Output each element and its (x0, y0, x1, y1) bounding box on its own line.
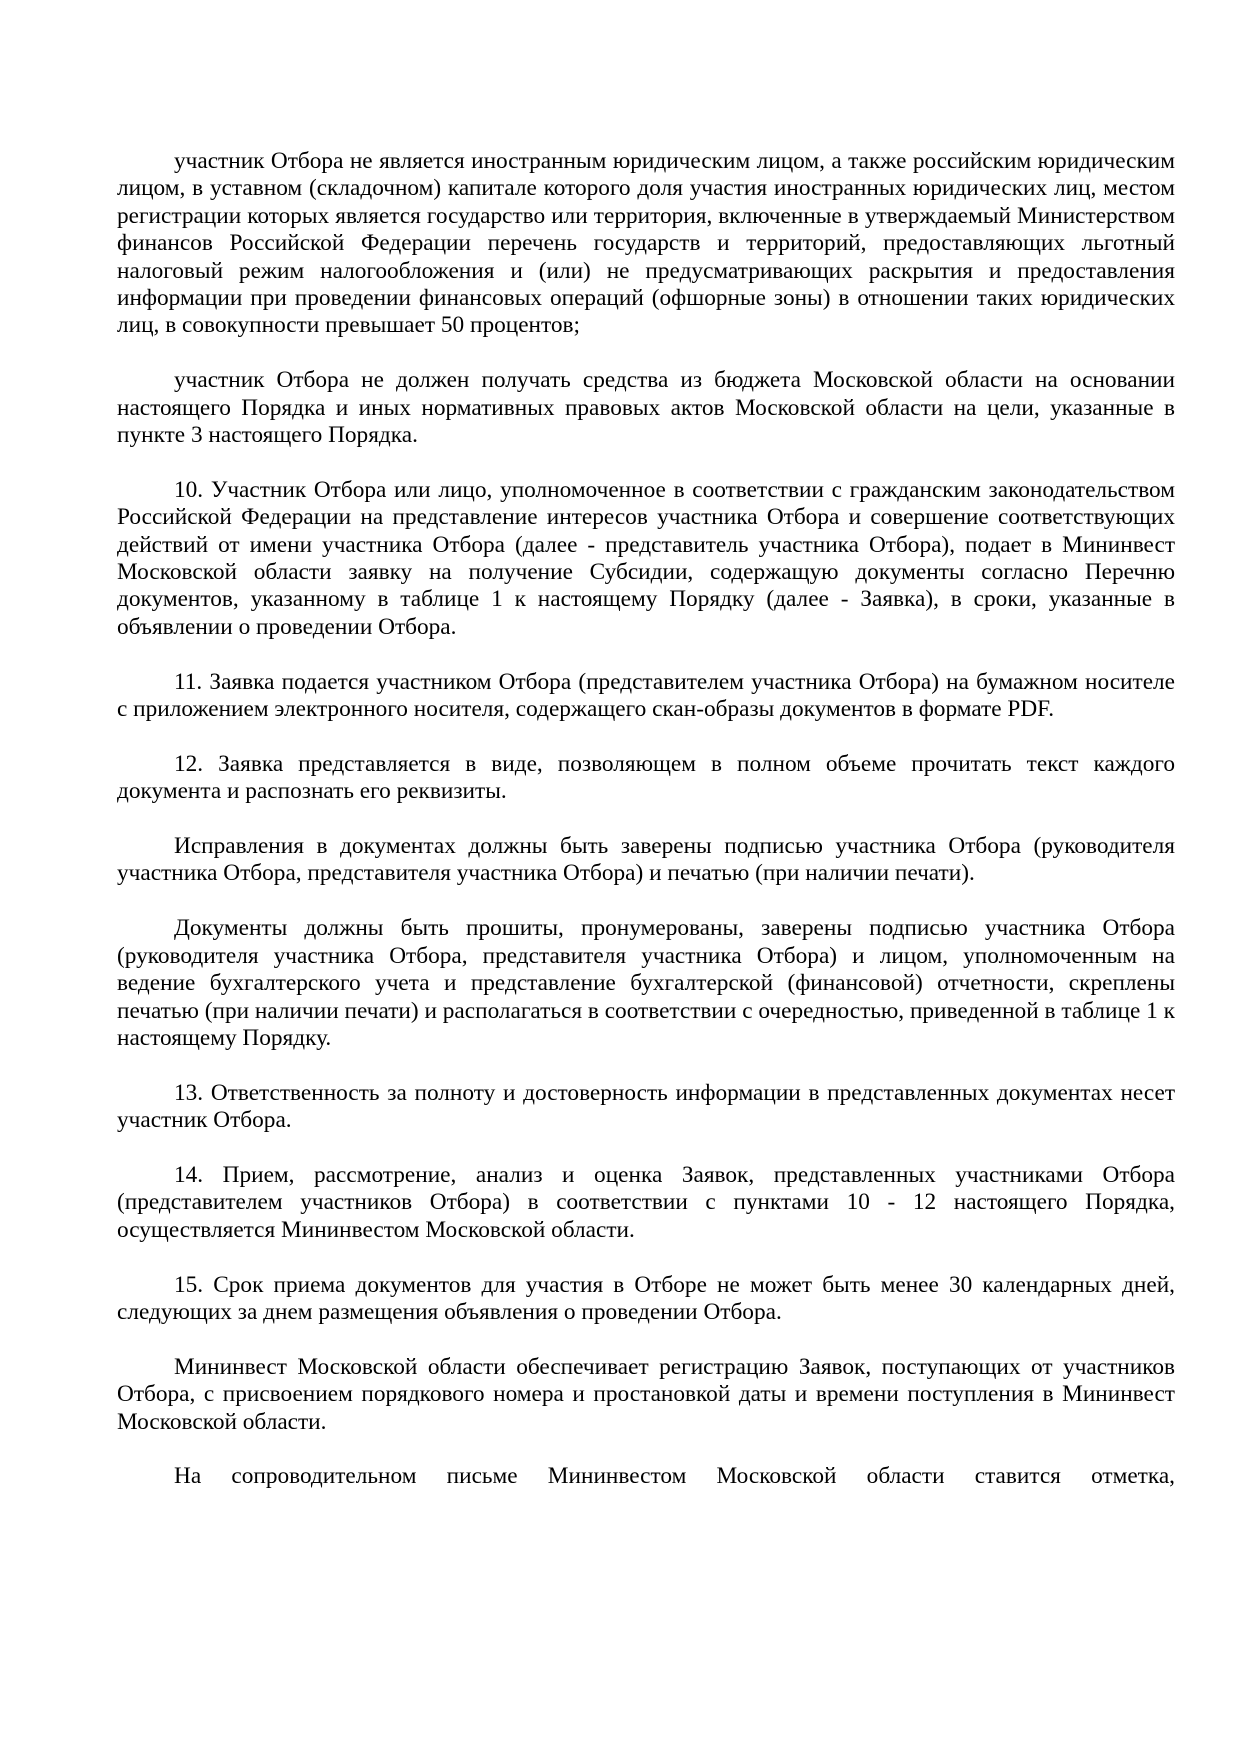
paragraph-budget-requirement: участник Отбора не должен получать средства из бюджета Московской области на основании настоящего Порядка и иных нормативных правовых актов Московской области на цели, указанные в пункте 3 настоящего Порядка. (117, 367, 1175, 449)
paragraph-corrections: Исправления в документах должны быть заверены подписью участника Отбора (руководителя участника Отбора, представителя участника Отбора) и печатью (при наличии печати). (117, 833, 1175, 887)
paragraph-clause-13: 13. Ответственность за полноту и достоверность информации в представленных документах несет участник Отбора. (117, 1079, 1175, 1134)
paragraph-registration: Мининвест Московской области обеспечивает регистрацию Заявок, поступающих от участников Отбора, с присвоением порядкового номера и простановкой даты и времени поступления в Мининвест Московской области. (117, 1353, 1175, 1435)
document-body (117, 148, 1175, 1491)
paragraph-clause-15: 15. Срок приема документов для участия в Отборе не может быть менее 30 календарных дней, следующих за днем размещения объявления о проведении Отбора. (117, 1271, 1175, 1325)
paragraph-clause-10: 10. Участник Отбора или лицо, уполномоченное в соответствии с гражданским законодательством Российской Федерации на представление интересов участника Отбора и совершение соответствующих действий от имени участника Отбора (далее - представитель участника Отбора), подает в Мининвест Московской области заявку на получение Субсидии, содержащую документы согласно Перечню документов, указанному в таблице 1 к настоящему Порядку (далее - Заявка), в сроки, указанные в объявлении о проведении Отбора. (117, 476, 1175, 640)
paragraph-clause-11: 11. Заявка подается участником Отбора (представителем участника Отбора) на бумажном носителе с приложением электронного носителя, содержащего скан-образы документов в формате PDF. (117, 668, 1175, 723)
paragraph-clause-14: 14. Прием, рассмотрение, анализ и оценка Заявок, представленных участниками Отбора (представителем участников Отбора) в соответствии с пунктами 10 - 12 настоящего Порядка, осуществляется Мининвестом Московской области. (117, 1161, 1175, 1243)
paragraph-cover-letter: На сопроводительном письме Мининвестом Московской области ставится отметка, (174, 1463, 1175, 1490)
paragraph-binding: Документы должны быть прошиты, пронумерованы, заверены подписью участника Отбора (руководителя участника Отбора, представителя участника Отбора) и лицом, уполномоченным на ведение бухгалтерского учета и представление бухгалтерской (финансовой) отчетности, скреплены печатью (при наличии печати) и располагаться в соответствии с очередностью, приведенной в таблице 1 к настоящему Порядку. (117, 915, 1175, 1051)
paragraph-offshore-requirement: участник Отбора не является иностранным юридическим лицом, а также российским юридическим лицом, в уставном (складочном) капитале которого доля участия иностранных юридических лиц, местом регистрации которых является государство или территория, включенные в утверждаемый Министерством финансов Российской Федерации перечень государств и территорий, предоставляющих льготный налоговый режим налогообложения и (или) не предусматривающих раскрытия и предоставления информации при проведении финансовых операций (офшорные зоны) в отношении таких юридических лиц, в совокупности превышает 50 процентов; (117, 148, 1175, 339)
paragraph-clause-12: 12. Заявка представляется в виде, позволяющем в полном объеме прочитать текст каждого документа и распознать его реквизиты. (117, 750, 1175, 805)
